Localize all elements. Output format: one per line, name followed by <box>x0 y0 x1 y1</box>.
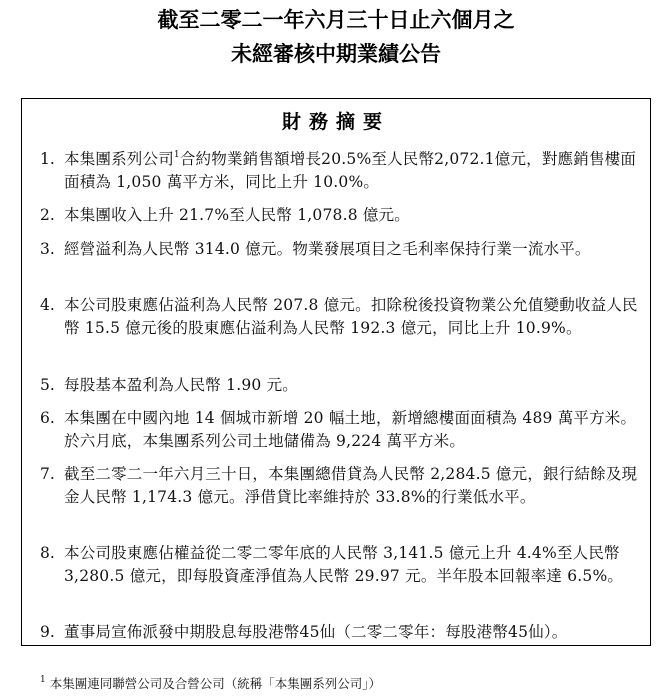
item-number: 8. <box>40 544 55 562</box>
footnote-marker: 1 <box>40 675 46 685</box>
highlight-item-2 <box>40 204 640 227</box>
item-number: 4. <box>40 296 55 314</box>
item-number: 2. <box>40 206 55 224</box>
highlight-item-6 <box>40 407 640 453</box>
announcement-title-line-2: 未經審核中期業績公告 <box>231 42 441 66</box>
financial-highlights-heading: 財務摘要 <box>281 111 390 133</box>
item-number: 7. <box>40 465 55 483</box>
highlight-item-8 <box>40 542 640 588</box>
item-text: 本集團系列公司$^1$合約物業銷售額增長20.5%至人民幣2,072.1億元，對應銷售樓面面積為 1,050 萬平方米，同比上升 10.0%。 <box>64 150 637 191</box>
highlight-item-5 <box>40 374 640 397</box>
financial-highlights-box <box>21 98 651 646</box>
highlight-item-4 <box>40 294 640 340</box>
item-number: 3. <box>40 240 55 258</box>
item-text: 本公司股東應佔溢利為人民幣 207.8 億元。扣除稅後投資物業公允值變動收益人民幣 15.5 億元後的股東應佔溢利為人民幣 192.3 億元，同比上升 10.9%。 <box>64 296 638 337</box>
announcement-title-line-1: 截至二零二一年六月三十日止六個月之 <box>157 8 515 32</box>
item-number: 6. <box>40 409 55 427</box>
footnote-marker: 1 <box>173 150 180 160</box>
item-text: 本集團收入上升 21.7%至人民幣 1,078.8 億元。 <box>64 206 410 224</box>
item-text: 本公司股東應佔權益從二零二零年底的人民幣 3,141.5 億元上升 4.4%至人民幣 3,280.5 億元，即每股資產淨值為人民幣 29.97 元。半年股本回報率達 6.5%。 <box>64 544 624 585</box>
item-number: 1. <box>40 150 55 168</box>
highlight-item-3 <box>40 238 640 261</box>
item-number: 5. <box>40 376 55 394</box>
highlight-item-1 <box>40 148 640 194</box>
footnote <box>40 674 381 692</box>
highlight-item-7 <box>40 463 640 509</box>
item-number: 9. <box>40 623 55 641</box>
highlight-item-9 <box>40 621 640 644</box>
item-text: 本集團在中國內地 14 個城市新增 20 幅土地，新增總樓面面積為 489 萬平方米。於六月底，本集團系列公司土地儲備為 9,224 萬平方米。 <box>64 409 637 450</box>
item-text: 每股基本盈利為人民幣 1.90 元。 <box>64 376 298 394</box>
item-text: 經營溢利為人民幣 314.0 億元。物業發展項目之毛利率保持行業一流水平。 <box>64 240 591 258</box>
item-text: 董事局宣佈派發中期股息每股港幣45仙（二零二零年：每股港幣45仙）。 <box>64 623 568 641</box>
footnote-text: 本集團連同聯營公司及合營公司（統稱「本集團系列公司」） <box>49 676 381 691</box>
item-text: 截至二零二一年六月三十日，本集團總借貸為人民幣 2,284.5 億元，銀行結餘及現金人民幣 1,174.3 億元。淨借貸比率維持於 33.8%的行業低水平。 <box>64 465 638 506</box>
